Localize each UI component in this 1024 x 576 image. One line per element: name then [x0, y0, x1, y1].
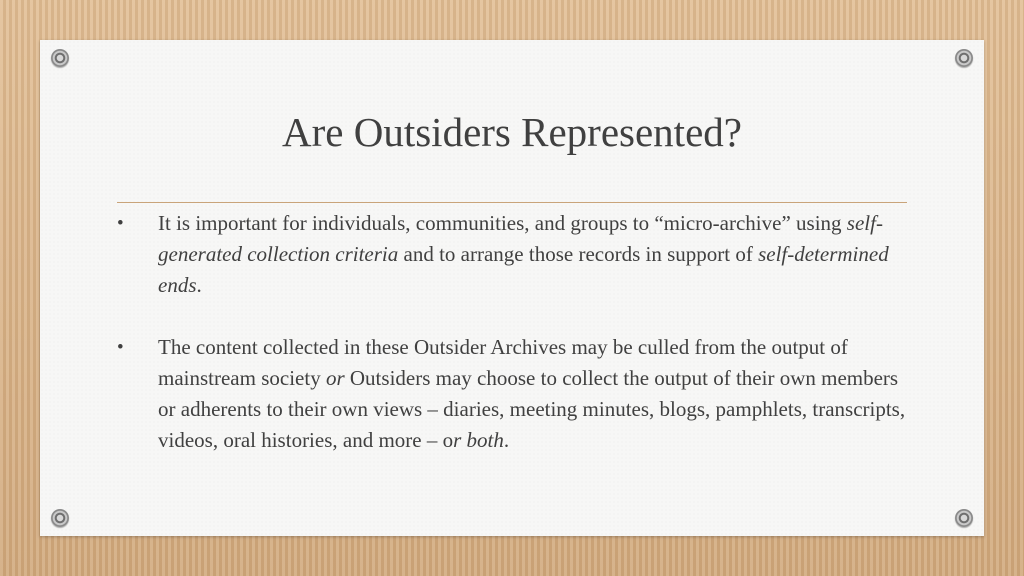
bullet-marker: • [117, 337, 124, 358]
bullet-marker: • [117, 213, 124, 234]
bullet-item [117, 332, 917, 456]
slide-title: Are Outsiders Represented? [282, 109, 742, 155]
bullet-text-segment-italic: self-determined ends [158, 242, 889, 297]
bullet-text-segment: . [196, 273, 202, 297]
rivet-top-right-icon [955, 49, 973, 67]
bullet-text-segment: Outsiders may choose to collect the output of their own members or adherents to their own views – diaries, meeting minutes, blogs, pamphlets, transcripts, videos, oral histories, and more – o [158, 366, 906, 452]
bullet-list [117, 208, 917, 456]
bullet-text-segment-italic: or [325, 366, 345, 390]
bullet-text-segment-italic: r both [453, 428, 504, 452]
bullet-text-segment: and to arrange those records in support of [398, 242, 759, 266]
title-divider [117, 202, 907, 203]
bullet-text-segment: It is important for individuals, communities, and groups to “micro-archive” using [158, 211, 847, 235]
rivet-bottom-left-icon [51, 509, 69, 527]
bullet-text-segment: . [503, 428, 510, 452]
bullet-text-segment: The content collected in these Outsider Archives may be culled from the output of mainstream society [158, 335, 848, 390]
rivet-top-left-icon [51, 49, 69, 67]
bullet-text-segment-italic: self-generated collection criteria [158, 211, 883, 266]
rivet-bottom-right-icon [955, 509, 973, 527]
bullet-item [117, 208, 917, 301]
